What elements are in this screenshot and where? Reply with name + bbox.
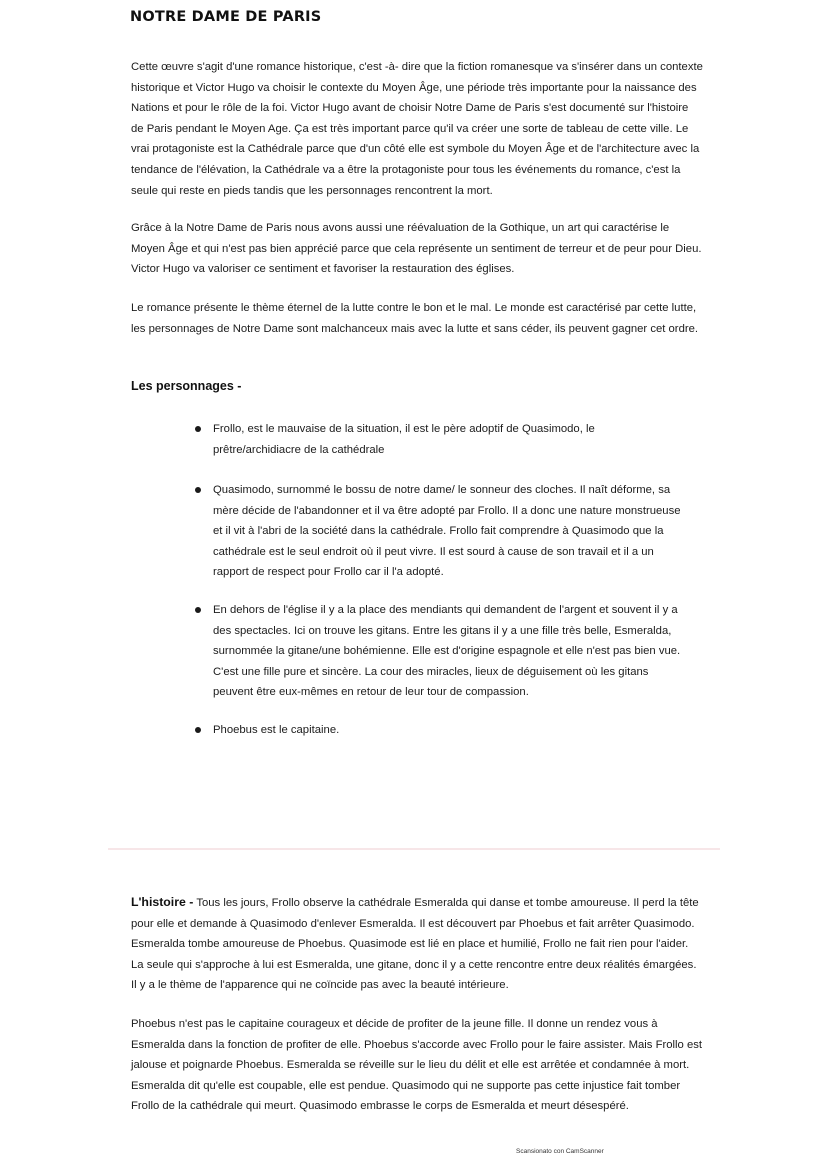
bullet-dot bbox=[195, 607, 201, 613]
story-text: Tous les jours, Frollo observe la cathédrale Esmeralda qui danse et tombe amoureuse. Il perd la tête pour elle et demande à Quasimodo d'enlever Esmeralda. Il est découvert par Phoebus et fait arrêter Quasimodo. Esmeralda tombe amoureuse de Phoebus. Quasimode est lié en place et humilié, Frollo ne fait rien pour l'aider. La seule qui s'approche à lui est Esmeralda, une gitane, donc il y a cette rencontre entre deux réalités émargées. Il y a le thème de l'apparence qui ne coïncide pas avec la beauté intérieure. bbox=[131, 897, 699, 992]
story-paragraph bbox=[131, 892, 703, 996]
final-paragraph: Phoebus n'est pas le capitaine courageux et décide de profiter de la jeune fille. Il donne un rendez vous à Esmeralda dans la fonction de profiter de elle. Phoebus s'accorde avec Frollo pour le faire assister. Mais Frollo est jalouse et poignarde Phoebus. Esmeralda se réveille sur le lieu du délit et elle est arrêtée et condamnée à mort. Esmeralda dit qu'elle est coupable, elle est pendue. Quasimodo qui ne supporte pas cette injustice fait tomber Frollo de la cathédrale qui meurt. Quasimodo embrasse le corps de Esmeralda et meurt désespéré. bbox=[131, 1018, 703, 1113]
intro-paragraph: Cette œuvre s'agit d'une romance historique, c'est -à- dire que la fiction romanesque va s'insérer dans un contexte historique et Victor Hugo va choisir le contexte du Moyen Âge, une période très importante pour la naissance des Nations et pour le rôle de la foi. Victor Hugo avant de choisir Notre Dame de Paris s'est documenté sur l'histoire de Paris pendant le Moyen Age. Ça est très important parce qu'il va créer une sorte de tableau de cette ville. Le vrai protagoniste est la Cathédrale parce que d'un côté elle est symbole du Moyen Âge et de l'architecture avec la tendance de l'élévation, la Cathédrale va a être la protagoniste pour tous les événements du romance, c'est la seule qui reste en pieds tandis que les personnages rencontrent la mort. bbox=[131, 61, 703, 197]
gothic-paragraph: Grâce à la Notre Dame de Paris nous avons aussi une réévaluation de la Gothique, un art qui caractérise le Moyen Âge et qui n'est pas bien apprécié parce que cela représente un sentiment de terreur et de peur pour Dieu. Victor Hugo va valoriser ce sentiment et favoriser la restauration des églises. bbox=[131, 222, 702, 276]
characters-heading: Les personnages - bbox=[131, 379, 242, 393]
bullet-dot bbox=[195, 487, 201, 493]
character-phoebus: Phoebus est le capitaine. bbox=[213, 724, 340, 736]
theme-paragraph: Le romance présente le thème éternel de la lutte contre le bon et le mal. Le monde est caractérisé par cette lutte, les personnages de Notre Dame sont malchanceux mais avec la lutte et sans céder, ils peuvent gagner cet ordre. bbox=[131, 302, 699, 335]
page-divider bbox=[108, 848, 720, 850]
character-quasimodo: Quasimodo, surnommé le bossu de notre dame/ le sonneur des cloches. Il naît déforme, sa mère décide de l'abandonner et il va être adopté par Frollo. Il a donc une nature monstrueuse et il vit à l'abri de la société dans la cathédrale. Frollo fait comprendre à Quasimodo que la cathédrale est le seul endroit où il peut vivre. Il est sourd à cause de son travail et il a un rapport de respect pour Frollo car il l'a adopté. bbox=[213, 484, 681, 579]
bullet-dot bbox=[195, 727, 201, 733]
bullet-dot bbox=[195, 426, 201, 432]
story-lead: L'histoire - bbox=[131, 895, 194, 909]
page-title: NOTRE DAME DE PARIS bbox=[130, 9, 322, 25]
character-frollo: Frollo, est le mauvaise de la situation, il est le père adoptif de Quasimodo, le prêtre/archidiacre de la cathédrale bbox=[213, 423, 595, 456]
character-esmeralda: En dehors de l'église il y a la place des mendiants qui demandent de l'argent et souvent il y a des spectacles. Ici on trouve les gitans. Entre les gitans il y a une fille très belle, Esmeralda, surnommée la gitane/une bohémienne. Elle est d'origine espagnole et elle n'est pas bien vue. C'est une fille pure et sincère. La cour des miracles, lieux de déguisement où les gitans peuvent être eux-mêmes en retour de leur tour de compassion. bbox=[213, 604, 681, 699]
scanner-watermark: Scansionato con CamScanner bbox=[516, 1148, 604, 1155]
